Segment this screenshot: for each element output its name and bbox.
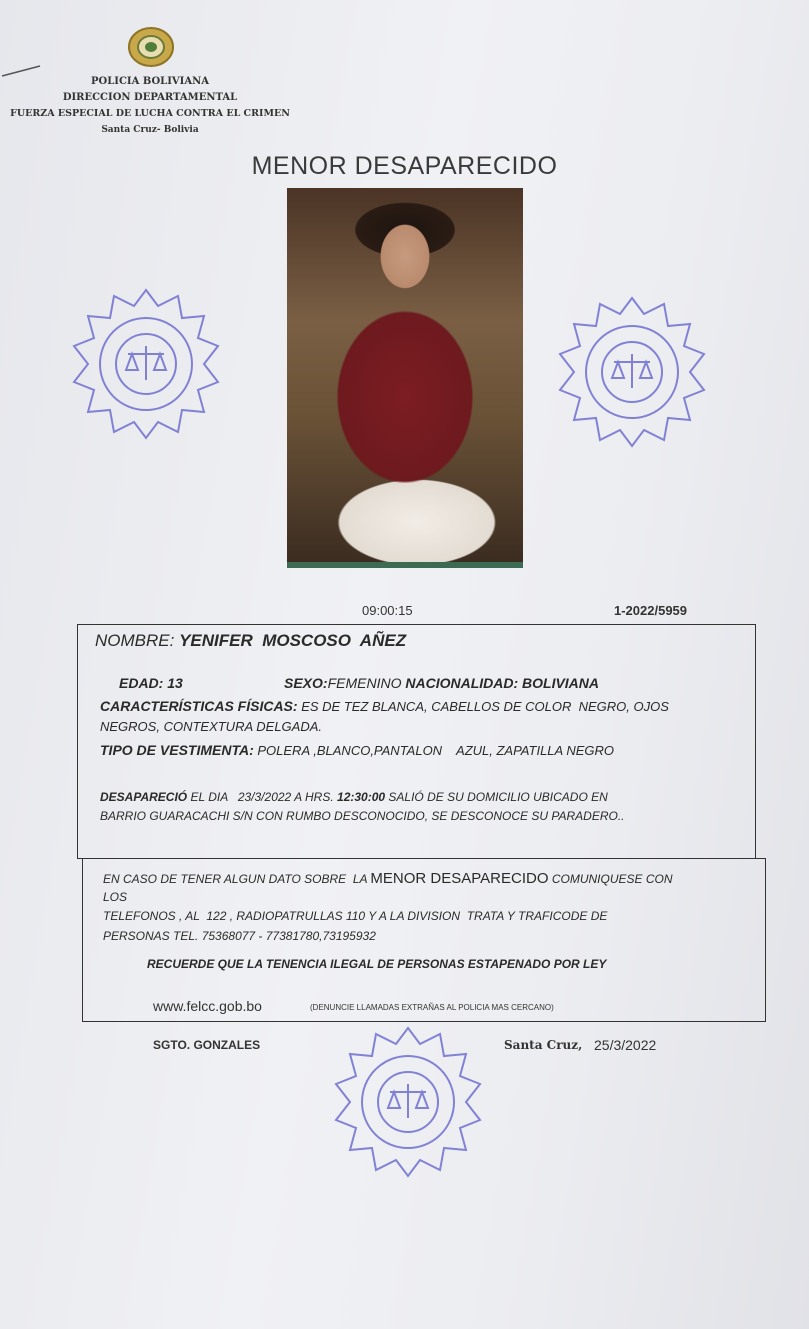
police-seal-stamp-bottom bbox=[328, 1022, 488, 1182]
case-number: 1-2022/5959 bbox=[614, 603, 688, 618]
contact-line-1c: COMUNIQUESE CON bbox=[551, 872, 673, 886]
name-row bbox=[95, 631, 406, 651]
police-seal-stamp-right bbox=[552, 292, 712, 452]
officer-name: SGTO. GONZALES bbox=[153, 1038, 261, 1052]
signature-place: Santa Cruz, bbox=[504, 1038, 583, 1052]
clothing-label: TIPO DE VESTIMENTA: bbox=[100, 742, 254, 758]
clothing-value: POLERA ,BLANCO,PANTALON AZUL, ZAPATILLA NEGRO bbox=[257, 743, 614, 758]
contact-line-1a: EN CASO DE TENER ALGUN DATO SOBRE LA bbox=[103, 872, 368, 886]
header-line-4: Santa Cruz- Bolivia bbox=[101, 125, 199, 135]
name-label: NOMBRE: bbox=[95, 631, 175, 650]
physical-row bbox=[100, 698, 740, 714]
disappeared-time: 12:30:00 bbox=[337, 790, 386, 804]
sex-nationality-row bbox=[284, 675, 599, 691]
nationality-value: BOLIVIANA bbox=[522, 675, 600, 691]
disappeared-row bbox=[100, 790, 608, 804]
age-value: 13 bbox=[167, 675, 183, 691]
header-line-2: DIRECCION DEPARTAMENTAL bbox=[62, 92, 238, 103]
page-title: MENOR DESAPARECIDO bbox=[251, 152, 558, 180]
sex-label: SEXO: bbox=[284, 675, 328, 691]
age-row bbox=[119, 675, 183, 691]
police-emblem-icon bbox=[125, 24, 177, 70]
contact-line-1b: MENOR DESAPARECIDO bbox=[370, 870, 549, 887]
contact-line-2: LOS bbox=[103, 890, 128, 904]
name-value: YENIFER MOSCOSO AÑEZ bbox=[179, 631, 407, 650]
report-calls-note: (DENUNCIE LLAMADAS EXTRAÑAS AL POLICIA MAS CERCANO) bbox=[310, 1003, 554, 1012]
police-seal-stamp-left bbox=[66, 284, 226, 444]
contact-line-4: PERSONAS TEL. 75368077 - 77381780,73195932 bbox=[103, 929, 376, 943]
age-label: EDAD: bbox=[119, 675, 164, 691]
signature-date: 25/3/2022 bbox=[594, 1037, 657, 1053]
physical-label: CARACTERÍSTICAS FÍSICAS: bbox=[100, 698, 298, 714]
clothing-row bbox=[100, 742, 614, 758]
header-line-1: POLICIA BOLIVIANA bbox=[91, 76, 209, 87]
contact-line-3: TELEFONOS , AL 122 , RADIOPATRULLAS 110 Y A LA DIVISION TRATA Y TRAFICODE DE bbox=[103, 909, 608, 923]
sex-value: FEMENINO bbox=[327, 675, 402, 691]
disappeared-date-text: EL DIA 23/3/2022 A HRS. bbox=[190, 790, 334, 804]
website-link[interactable]: www.felcc.gob.bo bbox=[153, 998, 262, 1014]
contact-line-1 bbox=[103, 870, 753, 887]
report-time: 09:00:15 bbox=[362, 603, 413, 618]
physical-value-1: ES DE TEZ BLANCA, CABELLOS DE COLOR NEGRO, OJOS bbox=[301, 699, 669, 714]
missing-person-photo bbox=[287, 188, 523, 568]
physical-value-2: NEGROS, CONTEXTURA DELGADA. bbox=[100, 719, 322, 734]
disappeared-label: DESAPARECIÓ bbox=[100, 790, 188, 804]
disappeared-text-2: SALIÓ DE SU DOMICILIO UBICADO EN bbox=[388, 790, 608, 804]
header-line-3: FUERZA ESPECIAL DE LUCHA CONTRA EL CRIMEN bbox=[10, 108, 290, 119]
disappeared-text-3: BARRIO GUARACACHI S/N CON RUMBO DESCONOCIDO, SE DESCONOCE SU PARADERO.. bbox=[100, 809, 625, 823]
legal-warning: RECUERDE QUE LA TENENCIA ILEGAL DE PERSONAS ESTAPENADO POR LEY bbox=[147, 957, 607, 971]
nationality-label: NACIONALIDAD: bbox=[405, 675, 519, 691]
